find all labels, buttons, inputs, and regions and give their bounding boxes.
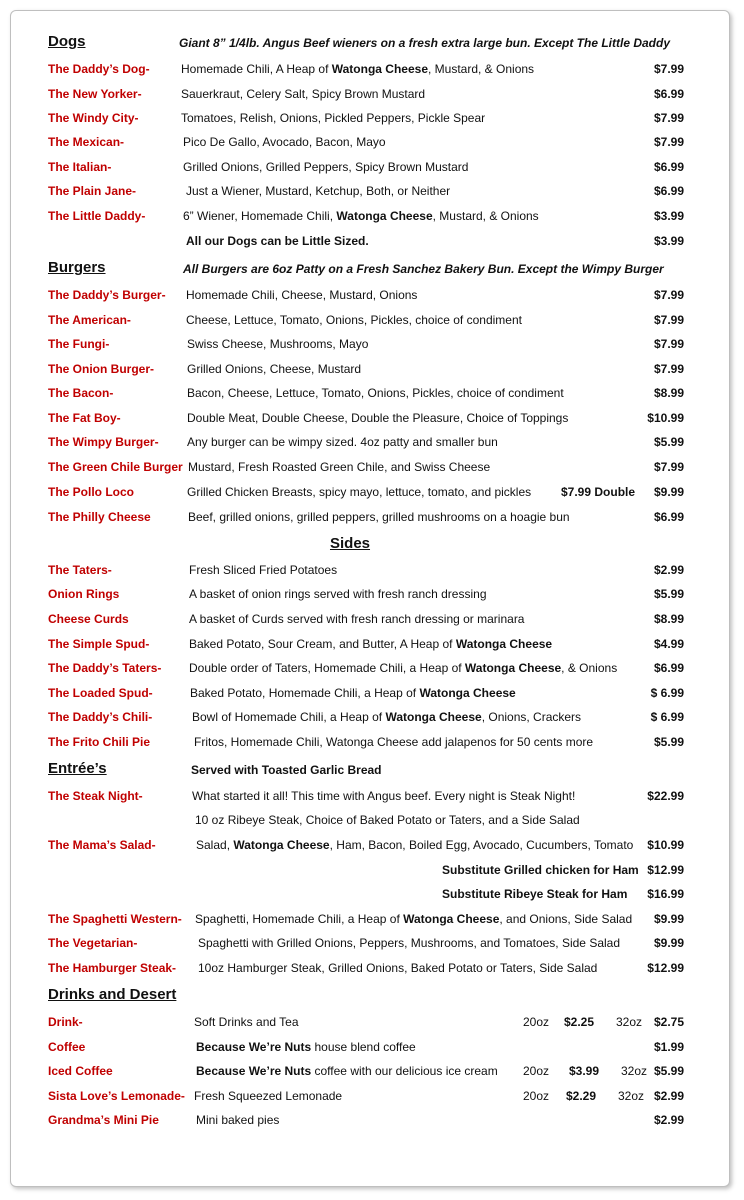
- item-name: The Bacon-: [48, 386, 114, 400]
- item-price: $6.99: [653, 160, 684, 174]
- item-name: The Spaghetti Western-: [48, 912, 182, 926]
- item-name: Iced Coffee: [48, 1064, 113, 1078]
- item-description: Homemade Chili, A Heap of Watonga Cheese, Mustard, & Onions: [181, 62, 535, 76]
- menu-item: [0, 957, 744, 979]
- item-price: $10.99: [647, 838, 684, 852]
- item-name: The Taters-: [48, 563, 112, 577]
- item-price-large: $2.99: [653, 1089, 684, 1103]
- item-name: The Simple Spud-: [48, 637, 150, 651]
- item-description: Bacon, Cheese, Lettuce, Tomato, Onions, Pickles, choice of condiment: [187, 386, 564, 400]
- item-price: $6.99: [653, 184, 684, 198]
- menu-substitution: [0, 859, 744, 881]
- item-description: Soft Drinks and Tea: [194, 1015, 299, 1029]
- menu-item: [0, 205, 744, 227]
- item-price: $3.99: [653, 234, 684, 248]
- item-name: The Frito Chili Pie: [48, 735, 151, 749]
- item-name: The Loaded Spud-: [48, 686, 153, 700]
- item-description: Tomatoes, Relish, Onions, Pickled Peppers, Pickle Spear: [181, 111, 486, 125]
- menu-item: [0, 1085, 744, 1107]
- item-name: The New Yorker-: [48, 87, 142, 101]
- item-description: Pico De Gallo, Avocado, Bacon, Mayo: [183, 135, 386, 149]
- item-price: $6.99: [653, 661, 684, 675]
- menu-item: [0, 83, 744, 105]
- item-price-small: $2.25: [564, 1015, 595, 1029]
- item-price: $ 6.99: [650, 710, 684, 724]
- item-description: Just a Wiener, Mustard, Ketchup, Both, or Neither: [186, 184, 451, 198]
- menu-item: [0, 506, 744, 528]
- item-name: Drink-: [48, 1015, 83, 1029]
- item-name: Coffee: [48, 1040, 86, 1054]
- item-description: Fresh Squeezed Lemonade: [194, 1089, 343, 1103]
- item-description: Spaghetti, Homemade Chili, a Heap of Watonga Cheese, and Onions, Side Salad: [195, 912, 633, 926]
- item-price: $16.99: [647, 887, 684, 901]
- item-price: $12.99: [647, 961, 684, 975]
- item-description: 6” Wiener, Homemade Chili, Watonga Cheese, Mustard, & Onions: [183, 209, 539, 223]
- item-name: The Green Chile Burger: [48, 460, 183, 474]
- item-description: What started it all! This time with Angus beef. Every night is Steak Night!: [192, 789, 576, 803]
- item-description: Beef, grilled onions, grilled peppers, grilled mushrooms on a hoagie bun: [188, 510, 570, 524]
- section-title-burgers: Burgers: [48, 259, 106, 276]
- item-price: $2.99: [653, 1113, 684, 1127]
- item-price: $12.99: [647, 863, 684, 877]
- item-name: The Daddy’s Burger-: [48, 288, 166, 302]
- menu-note: [0, 230, 744, 252]
- item-name: Grandma’s Mini Pie: [48, 1113, 159, 1127]
- menu-substitution: [0, 883, 744, 905]
- dogs-subtitle: Giant 8” 1/4lb. Angus Beef wieners on a fresh extra large bun. Except The Little Daddy: [179, 36, 671, 50]
- menu-item: [0, 706, 744, 728]
- item-description: Fresh Sliced Fried Potatoes: [189, 563, 338, 577]
- item-description: Fritos, Homemade Chili, Watonga Cheese add jalapenos for 50 cents more: [194, 735, 594, 749]
- substitution-label: Substitute Ribeye Steak for Ham: [442, 887, 628, 901]
- item-name: The Little Daddy-: [48, 209, 146, 223]
- item-price: $9.99: [653, 912, 684, 926]
- item-description: Grilled Onions, Cheese, Mustard: [187, 362, 362, 376]
- menu-item: [0, 682, 744, 704]
- section-title-entrees: Entrée’s: [48, 760, 107, 777]
- item-description: 10oz Hamburger Steak, Grilled Onions, Baked Potato or Taters, Side Salad: [198, 961, 598, 975]
- menu-item: [0, 481, 744, 503]
- item-price: $7.99: [653, 62, 684, 76]
- item-name: The Steak Night-: [48, 789, 143, 803]
- item-description: Swiss Cheese, Mushrooms, Mayo: [187, 337, 369, 351]
- item-price: $8.99: [653, 386, 684, 400]
- entrees-subtitle: Served with Toasted Garlic Bread: [191, 763, 382, 777]
- menu-item: [0, 382, 744, 404]
- item-price: $7.99: [653, 111, 684, 125]
- menu-item: [0, 583, 744, 605]
- menu-item: [0, 333, 744, 355]
- item-name: The Mexican-: [48, 135, 125, 149]
- dogs-note: All our Dogs can be Little Sized.: [186, 234, 369, 248]
- item-description: Cheese, Lettuce, Tomato, Onions, Pickles, choice of condiment: [186, 313, 522, 327]
- item-name: Sista Love’s Lemonade-: [48, 1089, 185, 1103]
- item-description: Double order of Taters, Homemade Chili, a Heap of Watonga Cheese, & Onions: [189, 661, 618, 675]
- item-price-small: $2.29: [566, 1089, 597, 1103]
- item-description: Salad, Watonga Cheese, Ham, Bacon, Boiled Egg, Avocado, Cucumbers, Tomato: [196, 838, 634, 852]
- item-description: A basket of Curds served with fresh ranch dressing or marinara: [189, 612, 525, 626]
- size-label: 20oz: [523, 1064, 550, 1078]
- item-description: Because We’re Nuts coffee with our delicious ice cream: [196, 1064, 498, 1078]
- section-title-dogs: Dogs: [48, 33, 86, 50]
- item-name: The Daddy’s Chili-: [48, 710, 153, 724]
- menu-item: [0, 1011, 744, 1033]
- item-price: $5.99: [653, 587, 684, 601]
- item-price-small: $3.99: [569, 1064, 600, 1078]
- item-price: $6.99: [653, 510, 684, 524]
- size-label: 32oz: [618, 1089, 645, 1103]
- item-price: $2.99: [653, 563, 684, 577]
- item-name: The Pollo Loco: [48, 485, 134, 499]
- menu-item: [0, 608, 744, 630]
- item-price: $ 6.99: [650, 686, 684, 700]
- item-description: Baked Potato, Homemade Chili, a Heap of Watonga Cheese: [190, 686, 516, 700]
- item-description: Double Meat, Double Cheese, Double the Pleasure, Choice of Toppings: [187, 411, 569, 425]
- menu-item: [0, 834, 744, 856]
- section-title-drinks: Drinks and Desert: [48, 986, 177, 1003]
- menu-item: [0, 358, 744, 380]
- item-name: The Vegetarian-: [48, 936, 138, 950]
- menu-item: [0, 657, 744, 679]
- menu-item: [0, 131, 744, 153]
- item-name: The Italian-: [48, 160, 112, 174]
- menu-item: [0, 407, 744, 429]
- item-price: $4.99: [653, 637, 684, 651]
- item-name: The Mama’s Salad-: [48, 838, 156, 852]
- item-name: The Daddy’s Dog-: [48, 62, 150, 76]
- item-price: $6.99: [653, 87, 684, 101]
- item-price: $3.99: [653, 209, 684, 223]
- section-title-sides: Sides: [329, 535, 371, 552]
- item-price: $7.99: [653, 362, 684, 376]
- item-price: $5.99: [653, 435, 684, 449]
- item-name: The Plain Jane-: [48, 184, 137, 198]
- item-description: Any burger can be wimpy sized. 4oz patty and smaller bun: [187, 435, 498, 449]
- menu-item: [0, 58, 744, 80]
- menu-item: [0, 156, 744, 178]
- size-label: 32oz: [616, 1015, 643, 1029]
- menu-item: [0, 180, 744, 202]
- menu-item: [0, 1060, 744, 1082]
- item-description: A basket of onion rings served with fresh ranch dressing: [189, 587, 487, 601]
- item-price: $22.99: [647, 789, 684, 803]
- item-description: Sauerkraut, Celery Salt, Spicy Brown Mustard: [181, 87, 426, 101]
- menu-item: [0, 456, 744, 478]
- item-name: Cheese Curds: [48, 612, 129, 626]
- item-description: Spaghetti with Grilled Onions, Peppers, Mushrooms, and Tomatoes, Side Salad: [198, 936, 621, 950]
- item-price-large: $5.99: [653, 1064, 684, 1078]
- menu-item: [0, 1036, 744, 1058]
- menu-item: [0, 559, 744, 581]
- item-description: Because We’re Nuts house blend coffee: [196, 1040, 416, 1054]
- item-name: The Philly Cheese: [48, 510, 151, 524]
- menu-item: [0, 731, 744, 753]
- menu-item-detail: [0, 809, 744, 831]
- item-price: $5.99: [653, 735, 684, 749]
- size-label: 20oz: [523, 1089, 550, 1103]
- item-name: The Daddy’s Taters-: [48, 661, 162, 675]
- item-name: The Windy City-: [48, 111, 139, 125]
- item-price: $9.99: [653, 485, 684, 499]
- menu-item: [0, 932, 744, 954]
- item-price: $10.99: [647, 411, 684, 425]
- menu-item: [0, 284, 744, 306]
- item-price: $1.99: [653, 1040, 684, 1054]
- menu-item: [0, 633, 744, 655]
- menu-item: [0, 309, 744, 331]
- item-description: Baked Potato, Sour Cream, and Butter, A Heap of Watonga Cheese: [189, 637, 553, 651]
- menu-item: [0, 1109, 744, 1131]
- item-description: Mustard, Fresh Roasted Green Chile, and Swiss Cheese: [188, 460, 491, 474]
- size-label: 32oz: [621, 1064, 648, 1078]
- item-description: Grilled Chicken Breasts, spicy mayo, lettuce, tomato, and pickles: [187, 485, 532, 499]
- item-price: $8.99: [653, 612, 684, 626]
- item-price-large: $2.75: [653, 1015, 684, 1029]
- menu-item: [0, 785, 744, 807]
- item-description: Grilled Onions, Grilled Peppers, Spicy Brown Mustard: [183, 160, 469, 174]
- menu-item: [0, 107, 744, 129]
- item-description: Homemade Chili, Cheese, Mustard, Onions: [186, 288, 418, 302]
- item-price: $7.99: [653, 313, 684, 327]
- item-price: $7.99: [653, 337, 684, 351]
- burgers-subtitle: All Burgers are 6oz Patty on a Fresh Sanchez Bakery Bun. Except the Wimpy Burger: [183, 262, 664, 276]
- item-name: The Fungi-: [48, 337, 110, 351]
- item-name: Onion Rings: [48, 587, 120, 601]
- item-price: $7.99: [653, 135, 684, 149]
- item-description: Bowl of Homemade Chili, a Heap of Watonga Cheese, Onions, Crackers: [192, 710, 582, 724]
- menu-item: [0, 908, 744, 930]
- item-price: $9.99: [653, 936, 684, 950]
- item-description: Mini baked pies: [196, 1113, 280, 1127]
- item-name: The Hamburger Steak-: [48, 961, 177, 975]
- item-price: $7.99: [653, 460, 684, 474]
- item-price-double: $7.99 Double: [561, 485, 636, 499]
- item-description: 10 oz Ribeye Steak, Choice of Baked Potato or Taters, and a Side Salad: [195, 813, 580, 827]
- item-name: The Wimpy Burger-: [48, 435, 159, 449]
- size-label: 20oz: [523, 1015, 550, 1029]
- item-price: $7.99: [653, 288, 684, 302]
- item-name: The Fat Boy-: [48, 411, 121, 425]
- item-name: The Onion Burger-: [48, 362, 154, 376]
- substitution-label: Substitute Grilled chicken for Ham: [442, 863, 639, 877]
- item-name: The American-: [48, 313, 131, 327]
- menu-item: [0, 431, 744, 453]
